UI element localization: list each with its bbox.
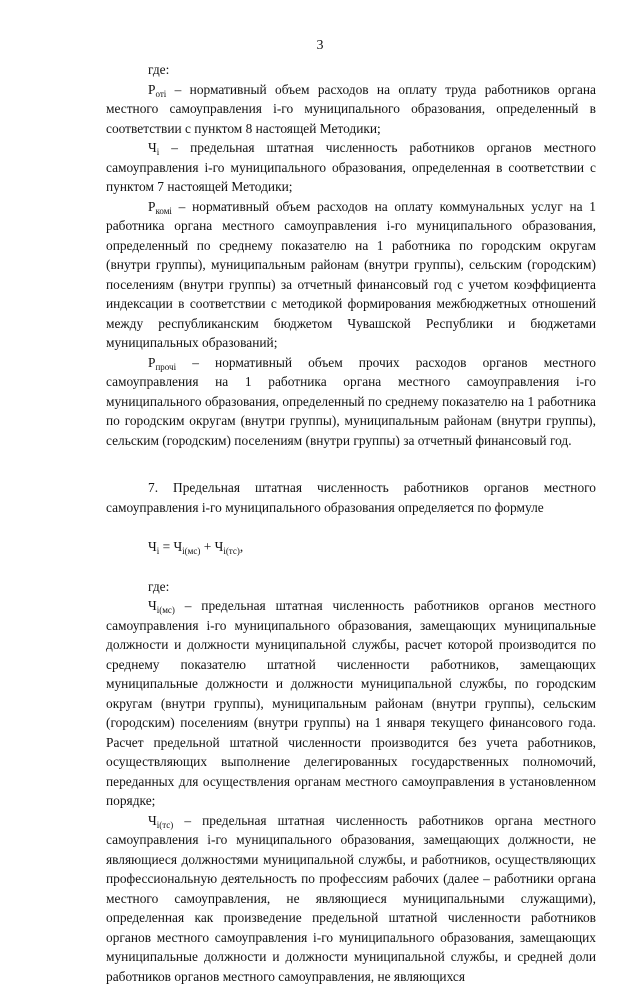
definition-r-proch (106, 353, 596, 451)
definition-ch-ms (106, 596, 596, 811)
definition-text: – нормативный объем расходов на оплату труда работников органа местного самоуправления i-го муниципального образования, определенный в соответствии с пунктом 8 настоящей Методики; (106, 82, 596, 136)
symbol-subscript: i(мс) (157, 605, 175, 615)
symbol: Р (148, 199, 155, 214)
page-number: 3 (0, 38, 640, 54)
formula-lhs-sub: i (157, 546, 160, 556)
formula-term-2-sub: i(тс) (223, 546, 240, 556)
definition-text: – предельная штатная численность работников органов местного самоуправления i-го муниципального образования, замещающих муниципальные должности и должности муниципальной службы, расчет которой производится по среднему показателю штатной численности работников, замещающих муниципальные должности и должности муниципальной службы, по городским округам (внутри группы), муниципальным районам (внутри группы), сельским (городским) поселениям (внутри группы) на 1 января текущего финансового года. Расчет предельной штатной численности производится без учета работников, осуществляющих выполнение делегированных государственных полномочий, переданных для осуществления органам местного самоуправления в установленном порядке; (106, 598, 596, 808)
symbol: Р (148, 82, 155, 97)
definition-r-ot (106, 80, 596, 139)
definition-text: – нормативный объем расходов на оплату коммунальных услуг на 1 работника органа местного самоуправления i-го муниципального образования, определенный по среднему показателю на 1 работника по городским округам (внутри группы), муниципальным районам (внутри группы), сельским (городским) поселениям (внутри группы) за отчетный финансовый год с учетом коэффициента индексации в соответствии с методикой формирования межбюджетных отношений между республиканским бюджетом Чувашской Республики и бюджетами муниципальных образований; (106, 199, 596, 351)
symbol-subscript: i (157, 147, 160, 157)
symbol-subscript: комi (155, 206, 171, 216)
formula-equals: = (159, 539, 173, 554)
formula-comma: , (240, 539, 243, 554)
paragraph-7: 7. Предельная штатная численность работников органов местного самоуправления i-го муниципального образования определяется по формуле (106, 478, 596, 517)
definition-ch-ts (106, 811, 596, 986)
where-label-1: где: (106, 60, 596, 80)
formula (106, 537, 596, 557)
symbol-subscript: i(тс) (157, 820, 174, 830)
document-body (106, 60, 596, 986)
definition-ch-i (106, 138, 596, 197)
definition-r-kom (106, 197, 596, 353)
definition-text: – предельная штатная численность работников органа местного самоуправления i-го муниципального образования, замещающих должности, не являющиеся должностями муниципальной службы, и работников, осуществляющих профессиональную деятельность по профессиям рабочих (далее – работники органа местного самоуправления, не являющиеся муниципальными служащими), определенная как произведение предельной штатной численности работников органов местного самоуправления i-го муниципального образования, замещающих муниципальные должности и должности муниципальной службы, и средней доли работников органов местного самоуправления, не являющихся (106, 813, 596, 984)
symbol-subscript: отi (155, 89, 166, 99)
symbol: Р (148, 355, 155, 370)
formula-plus: + (200, 539, 214, 554)
formula-term-1: Ч (173, 539, 182, 554)
formula-term-2: Ч (215, 539, 224, 554)
definition-text: – предельная штатная численность работников органов местного самоуправления i-го муниципального образования, определенная в соответствии с пунктом 7 настоящей Методики; (106, 140, 596, 194)
formula-term-1-sub: i(мс) (182, 546, 200, 556)
formula-lhs: Ч (148, 539, 157, 554)
definition-text: – нормативный объем прочих расходов органов местного самоуправления на 1 работника органа местного самоуправления i-го муниципального образования, определенный по среднему показателю на 1 работника по городским округам (внутри группы), муниципальным районам (внутри группы), сельским (городским) поселениям (внутри группы) за отчетный финансовый год. (106, 355, 596, 448)
where-label-2: где: (106, 577, 596, 597)
symbol: Ч (148, 140, 157, 155)
symbol-subscript: прочi (155, 362, 176, 372)
symbol: Ч (148, 813, 157, 828)
symbol: Ч (148, 598, 157, 613)
